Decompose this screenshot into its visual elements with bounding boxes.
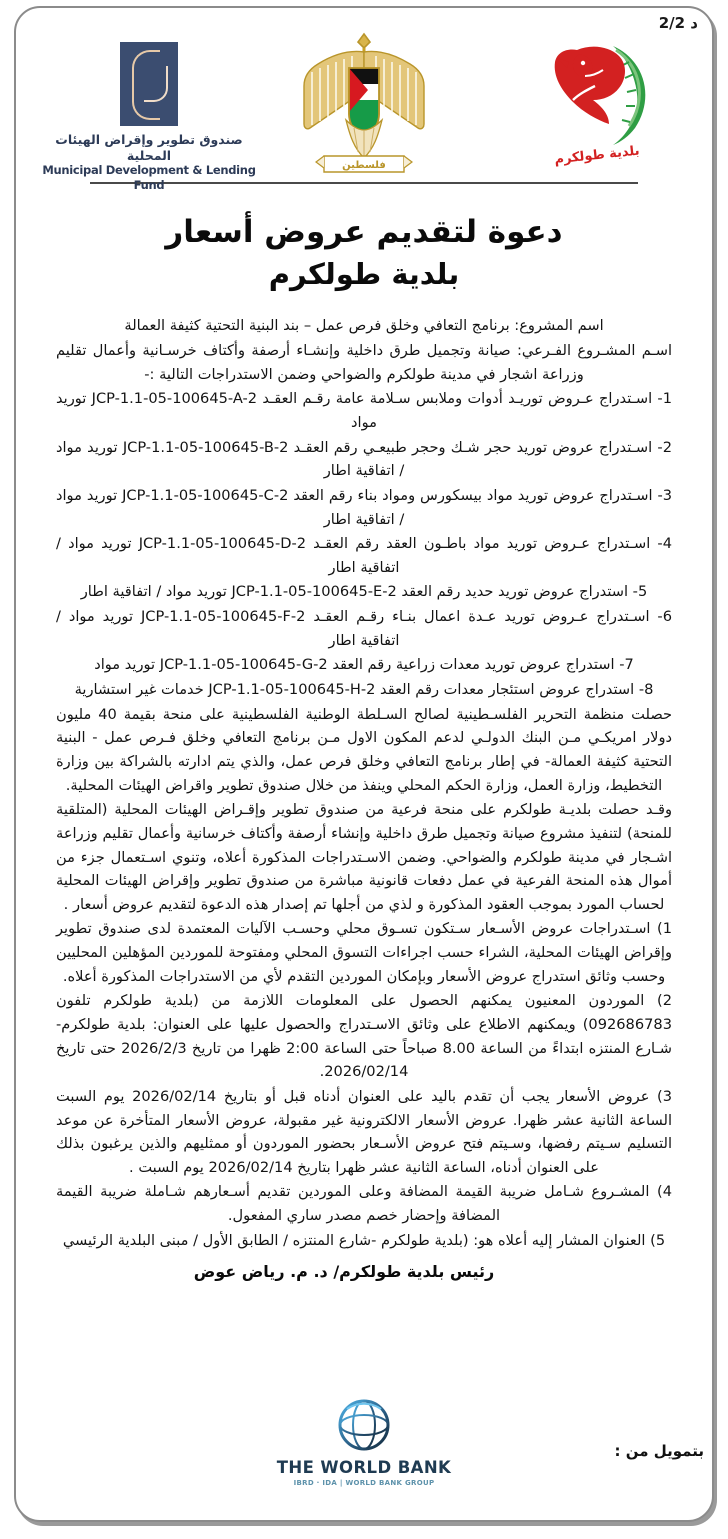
tender-item: 5- استدراج عروض توريد حديد رقم العقد JCP-1.1-05-100645-E-2 توريد مواد / اتفاقية اطار xyxy=(80,583,648,601)
world-bank-name: THE WORLD BANK xyxy=(276,1458,452,1477)
tender-item: 2- اسـتدراج عروض توريد حجر شـك وحجر طبيعـي رقم العقـد JCP-1.1-05-100645-B-2 توريد مواد / اتفاقية اطار xyxy=(56,438,672,480)
tender-item: 6- اسـتدراج عـروض توريد عـدة اعمال بنـاء رقـم العقـد JCP-1.1-05-100645-F-2 توريد مواد / اتفاقية اطار xyxy=(56,608,672,649)
project-name: اسم المشروع: برنامج التعافي وخلق فرص عمل – بند البنية التحتية كثيفة العمالة xyxy=(124,317,604,335)
tender-item: 3- اسـتدراج عروض توريد مواد بيسكورس ومواد بناء رقم العقد JCP-1.1-05-100645-C-2 توريد مواد / اتفاقية اطار xyxy=(56,486,673,528)
document-page xyxy=(14,6,714,1522)
emblem-caption: فلسطين xyxy=(342,160,386,171)
tender-item: 8- استدراج عروض استئجار معدات رقم العقد JCP-1.1-05-100645-H-2 خدمات غير استشارية xyxy=(74,681,654,699)
tulkarm-bird-icon xyxy=(517,36,677,154)
condition-item: 3) عروض الأسعار يجب أن تقدم باليد على العنوان أدناه قبل أو بتاريخ 2026/02/14 يوم السبت الساعة الثانية عشر ظهرا. عروض الأسعار الالكترونية غير مقبولة، عروض الأسعار المتأخرة عن موعد التسليم سـيتم رفضها، وسـيتم فتح عروض الأسـعار بحضور الموردون أو ممثليهم والذين يرغبون بذلك على العنوان أدناه، الساعة الثانية عشر ظهرا بتاريخ 2026/02/14 يوم السبت . xyxy=(56,1087,672,1176)
condition-item: 4) المشـروع شـامل ضريبة القيمة المضافة وعلى الموردين تقديم أسـعارهم شـاملة ضريبة القيمة المضافة وإحضار خصم مصدر ساري المفعول. xyxy=(56,1183,672,1225)
document-body xyxy=(16,314,712,1252)
funded-by-label: بتمويل من : xyxy=(614,1442,704,1460)
title-line-2: بلدية طولكرم xyxy=(268,256,460,291)
world-bank-subtitle: IBRD · IDA | WORLD BANK GROUP xyxy=(293,1479,435,1487)
page-marker: د 2/2 xyxy=(658,14,698,32)
condition-item: 1) اسـتدراجات عروض الأسـعار سـتكون تسـوق محلي وحسـب الآليات المعتمدة لدى صندوق تطوير وإقراض الهيئات المحلية، الشراء حسب اجراءات التسوق المحلي ومفتوحة للموردين المؤهلين المحليين وحسب وثائق استدراج عروض الأسعار وبإمكان الموردين التقدم لأي من الاستدراجات المذكورة أعلاه. xyxy=(56,920,672,985)
mdlf-logo xyxy=(34,42,264,192)
mdlf-arabic-name: صندوق تطوير وإقراض الهيئات المحلية xyxy=(55,132,243,163)
tender-item: 1- اسـتدراج عـروض توريـد أدوات وملابس سـلامة عامة رقـم العقـد JCP-1.1-05-100645-A-2 توريد مواد xyxy=(56,390,672,431)
grant-paragraph: حصلت منظمة التحرير الفلسـطينية لصالح السـلطة الوطنية الفلسطينية على منحة بقيمة 40 مليون دولار امريكـي مـن البنك الدولـي لدعم المكون الاول مـن برنامج التعافي وخلق فـرص عمل - البنية التحتية كثيفة العمالة- في إطار برنامج التعافي وخلق فرص عمل، والذي يتم ادارته بالشراكة بين وزارة التخطيط، وزارة العمل، وزارة الحكم المحلي وينفذ من خلال صندوق تطوير واقراض الهيئات المحلية. xyxy=(56,705,672,794)
palestine-state-emblem-icon xyxy=(294,28,434,180)
condition-item: 2) الموردون المعنيون يمكنهم الحصول على المعلومات اللازمة من (بلدية طولكرم تلفون 092686783) ويمكنهم الاطلاع على وثائق الاسـتدراج والحصول عليها على العنوان: بلدية طولكرم- شـارع المنتزه ابتداءً من الساعة 8.00 صباحاً حتى الساعة 2:00 ظهرا من تاريخ 2026/2/3 حتى تاريخ 2026/02/14. xyxy=(56,992,673,1081)
globe-icon xyxy=(337,1398,391,1452)
tulkarm-logo-name: بلدية طولكرم xyxy=(553,143,641,168)
signature-name: رئيس بلدية طولكرم/ د. م. رياض عوض xyxy=(193,1262,495,1282)
tulkarm-municipality-logo xyxy=(502,36,692,168)
page-title xyxy=(16,212,712,296)
mdlf-english-name: Municipal Development & Lending Fund xyxy=(42,163,256,192)
world-bank-logo xyxy=(249,1398,479,1487)
footer xyxy=(16,1396,712,1506)
tender-item: 7- استدراج عروض توريد معدات زراعية رقم العقد JCP-1.1-05-100645-G-2 توريد مواد xyxy=(94,656,634,674)
header-logos xyxy=(16,26,712,192)
mdlf-emblem-icon xyxy=(120,42,178,126)
title-line-1: دعوة لتقديم عروض أسعار xyxy=(165,214,563,250)
condition-item: 5) العنوان المشار إليه أعلاه هو: (بلدية طولكرم -شارع المنتزه / الطابق الأول / مبنى البلدية الرئيسي xyxy=(62,1231,666,1249)
tender-item: 4- اسـتدراج عـروض توريد مواد باطـون العقد رقم العقـد JCP-1.1-05-100645-D-2 توريد مواد / اتفاقية اطار xyxy=(56,535,672,576)
signature-block xyxy=(16,1262,712,1281)
sub-grant-paragraph: وقـد حصلت بلديـة طولكرم على منحة فرعية من صندوق تطوير وإقـراض الهيئات المحلية (المتلقية للمنحة) لتنفيذ مشروع صيانة وتجميل طرق داخلية وإنشاء أرصفة وأكتاف خرسانية وأعمال تقليم وزراعة اشـجار في مدينة طولكرم والضواحي. وضمن الاسـتدراجات المذكورة أعلاه، وتنوي اسـتعمال جزء من أموال هذه المنحة الفرعية في عمل دفعات قانونية مباشرة من صندوق تطوير وإقراض الهيئات المحلية لحساب المورد بموجب العقود المذكورة و لذي من أجلها تم إصدار هذه الدعوة لتقديم عروض أسعار . xyxy=(56,801,672,913)
sub-project-name: اسـم المشـروع الفـرعي: صيانة وتجميل طرق داخلية وإنشـاء أرصفة وأكتاف خرسـانية وأعمال تقليم وزراعة اشجار في مدينة طولكرم والضواحي وضمن الاستدراجات التالية :- xyxy=(56,342,672,383)
